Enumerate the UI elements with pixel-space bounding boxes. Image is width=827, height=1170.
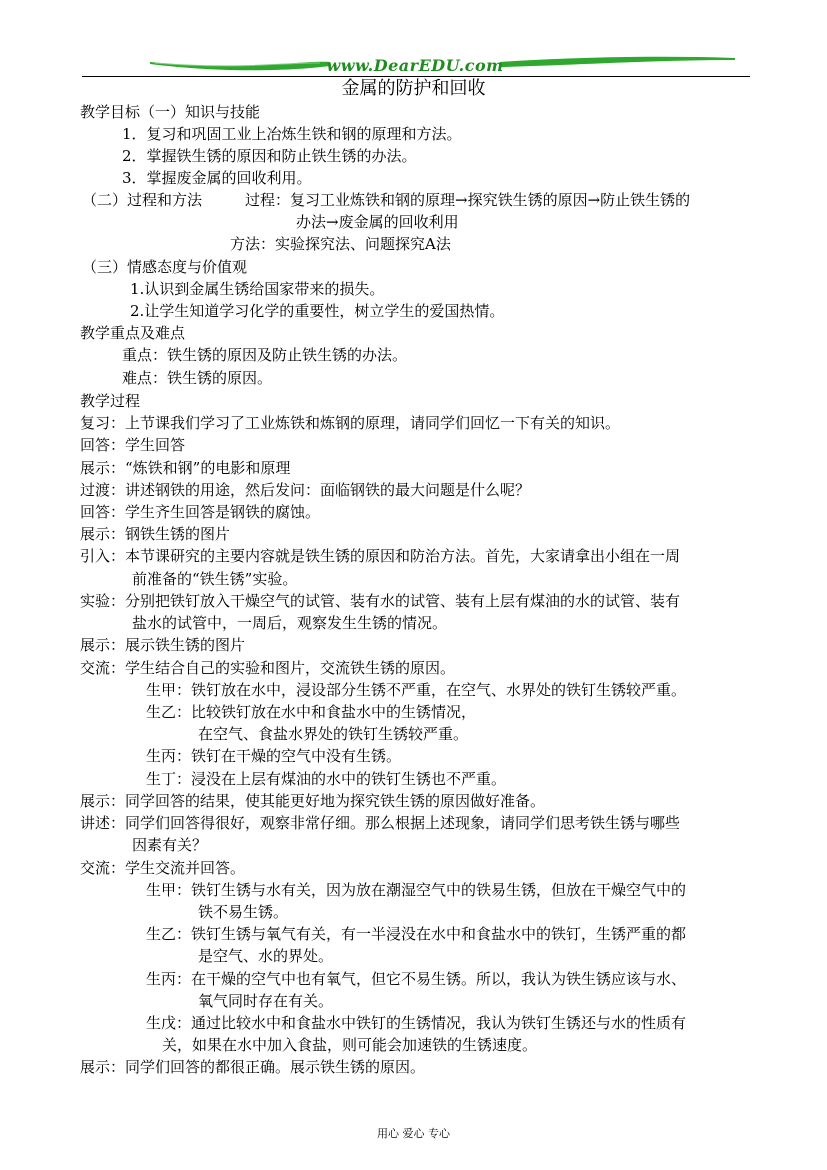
student-response: 生丁：浸没在上层有煤油的水中的铁钉生锈也不严重。 <box>146 770 507 788</box>
site-url-logo: www.DearEDU.com <box>326 56 504 75</box>
student-response: 生乙：铁钉生锈与氧气有关，有一半浸没在水中和食盐水中的铁钉，生锈严重的都 <box>146 925 687 943</box>
procedure-line: 实验：分别把铁钉放入干燥空气的试管、装有水的试管、装有上层有煤油的水的试管、装有 <box>80 592 681 610</box>
section-heading-objectives: 教学目标（一）知识与技能 <box>80 103 261 121</box>
student-response-continued: 是空气、水的界处。 <box>198 947 334 965</box>
section-heading-attitude: （三）情感态度与价值观 <box>82 258 248 276</box>
objective-item-2: 2．掌握铁生锈的原因和防止铁生锈的办法。 <box>122 147 417 165</box>
procedure-line: 复习：上节课我们学习了工业炼铁和炼钢的原理，请同学们回忆一下有关的知识。 <box>80 414 621 432</box>
procedure-line: 展示：钢铁生锈的图片 <box>80 525 231 543</box>
procedure-line: 交流：学生结合自己的实验和图片，交流铁生锈的原因。 <box>80 659 456 677</box>
student-response: 生丙：在干燥的空气中也有氧气，但它不易生锈。所以，我认为铁生锈应该与水、 <box>146 970 687 988</box>
procedure-line: 展示：同学回答的结果，使其能更好地为探究铁生锈的原因做好准备。 <box>80 792 546 810</box>
student-response-continued: 氧气同时存在有关。 <box>198 992 334 1010</box>
procedure-line-continued: 前准备的“铁生锈”实验。 <box>132 570 298 588</box>
procedure-line: 过渡：讲述钢铁的用途，然后发问：面临钢铁的最大问题是什么呢？ <box>80 481 531 499</box>
objective-item-1: 1．复习和巩固工业上冶炼生铁和钢的原理和方法。 <box>122 125 462 143</box>
procedure-line: 展示：同学们回答的都很正确。展示铁生锈的原因。 <box>80 1058 426 1076</box>
student-response: 生乙：比较铁钉放在水中和食盐水中的生锈情况， <box>146 703 477 721</box>
student-response-continued: 关，如果在水中加入食盐，则可能会加速铁的生锈速度。 <box>162 1036 538 1054</box>
student-response: 生甲：铁钉放在水中，浸设部分生锈不严重，在空气、水界处的铁钉生锈较严重。 <box>146 681 687 699</box>
key-point: 重点：铁生锈的原因及防止铁生锈的办法。 <box>122 346 408 364</box>
method-text: 方法：实验探究法、问题探究A法 <box>230 235 451 253</box>
student-response: 生甲：铁钉生锈与水有关，因为放在潮湿空气中的铁易生锈，但放在干燥空气中的 <box>146 881 687 899</box>
student-response-continued: 铁不易生锈。 <box>198 903 289 921</box>
page-header <box>0 0 827 80</box>
section-heading-procedure: 教学过程 <box>80 392 141 410</box>
section-heading-key-points: 教学重点及难点 <box>80 324 186 342</box>
student-response: 生丙：铁钉在干燥的空气中没有生锈。 <box>146 747 402 765</box>
student-response: 生戊：通过比较水中和食盐水中铁钉的生锈情况，我认为铁钉生锈还与水的性质有 <box>146 1014 687 1032</box>
document-title: 金属的防护和回收 <box>341 78 486 99</box>
attitude-item-1: 1.认识到金属生锈给国家带来的损失。 <box>130 280 385 298</box>
process-text-continued: 办法→废金属的回收利用 <box>296 213 459 231</box>
page-footer: 用心 爱心 专心 <box>377 1127 450 1140</box>
procedure-line: 展示：“炼铁和钢”的电影和原理 <box>80 459 291 477</box>
section-heading-process: （二）过程和方法 <box>82 191 203 209</box>
student-response-continued: 在空气、食盐水界处的铁钉生锈较严重。 <box>198 725 469 743</box>
objective-item-3: 3．掌握废金属的回收利用。 <box>122 169 312 187</box>
difficult-point: 难点：铁生锈的原因。 <box>122 369 273 387</box>
header-divider <box>82 76 750 77</box>
process-text: 过程：复习工业炼铁和钢的原理→探究铁生锈的原因→防止铁生锈的 <box>245 191 691 209</box>
procedure-line: 讲述：同学们回答得很好，观察非常仔细。那么根据上述现象，请同学们思考铁生锈与哪些 <box>80 814 681 832</box>
procedure-line: 交流：学生交流并回答。 <box>80 859 246 877</box>
procedure-line: 展示：展示铁生锈的图片 <box>80 636 246 654</box>
attitude-item-2: 2.让学生知道学习化学的重要性，树立学生的爱国热情。 <box>130 302 505 320</box>
procedure-line: 引入：本节课研究的主要内容就是铁生锈的原因和防治方法。首先，大家请拿出小组在一周 <box>80 547 681 565</box>
procedure-line-continued: 因素有关？ <box>132 836 208 854</box>
procedure-line-continued: 盐水的试管中，一周后，观察发生生锈的情况。 <box>132 614 448 632</box>
procedure-line: 回答：学生齐生回答是钢铁的腐蚀。 <box>80 503 321 521</box>
procedure-line: 回答：学生回答 <box>80 436 186 454</box>
